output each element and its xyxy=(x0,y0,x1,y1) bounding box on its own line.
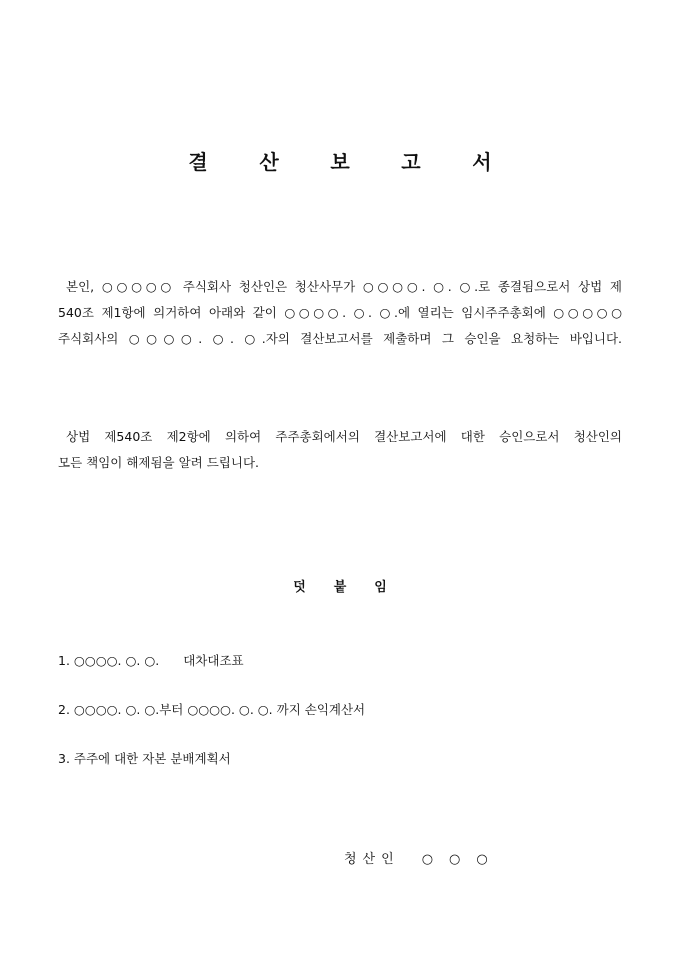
paragraph-line: 주식회사의 ○○○○. ○. ○.자의 결산보고서를 제출하며 그 승인을 요청하는 바입니다. xyxy=(58,331,622,346)
attachment-item-distribution-plan: 3. 주주에 대한 자본 분배계획서 xyxy=(58,751,231,766)
attachments-heading-char: 붙 xyxy=(333,580,347,595)
paragraph-release-notice xyxy=(58,424,622,476)
document-title xyxy=(0,146,680,175)
title-char: 결 xyxy=(188,150,208,174)
attachments-heading-char: 임 xyxy=(374,580,387,595)
title-char: 산 xyxy=(259,150,279,174)
title-char: 보 xyxy=(330,150,350,174)
attachments-heading xyxy=(0,576,680,595)
signature-line xyxy=(344,848,504,867)
paragraph-line: 540조 제1항에 의거하여 아래와 같이 ○○○○. ○. ○.에 열리는 임시주주총회에 ○○○○○ xyxy=(58,305,622,320)
attachment-item-label: 대차대조표 xyxy=(183,653,244,668)
signer-role: 청산인 xyxy=(344,852,400,867)
attachment-item-income-statement: 2. ○○○○. ○. ○.부터 ○○○○. ○. ○. 까지 손익계산서 xyxy=(58,702,366,717)
signer-name: ○○○ xyxy=(421,852,504,867)
attachments-heading-char: 덧 xyxy=(293,580,306,595)
title-char: 서 xyxy=(472,150,492,174)
attachment-item-balance-sheet xyxy=(58,651,244,669)
attachment-item-prefix: 1. ○○○○. ○. ○. xyxy=(58,653,160,668)
paragraph-line: 상법 제540조 제2항에 의하여 주주총회에서의 결산보고서에 대한 승인으로서 청산인의 xyxy=(66,429,622,444)
paragraph-line: 모든 책임이 해제됨을 알려 드립니다. xyxy=(58,455,259,470)
paragraph-line: 본인, ○○○○○ 주식회사 청산인은 청산사무가 ○○○○. ○. ○.로 종결됨으로서 상법 제 xyxy=(66,279,622,294)
title-char: 고 xyxy=(401,150,421,174)
paragraph-liquidation-report xyxy=(58,274,622,352)
